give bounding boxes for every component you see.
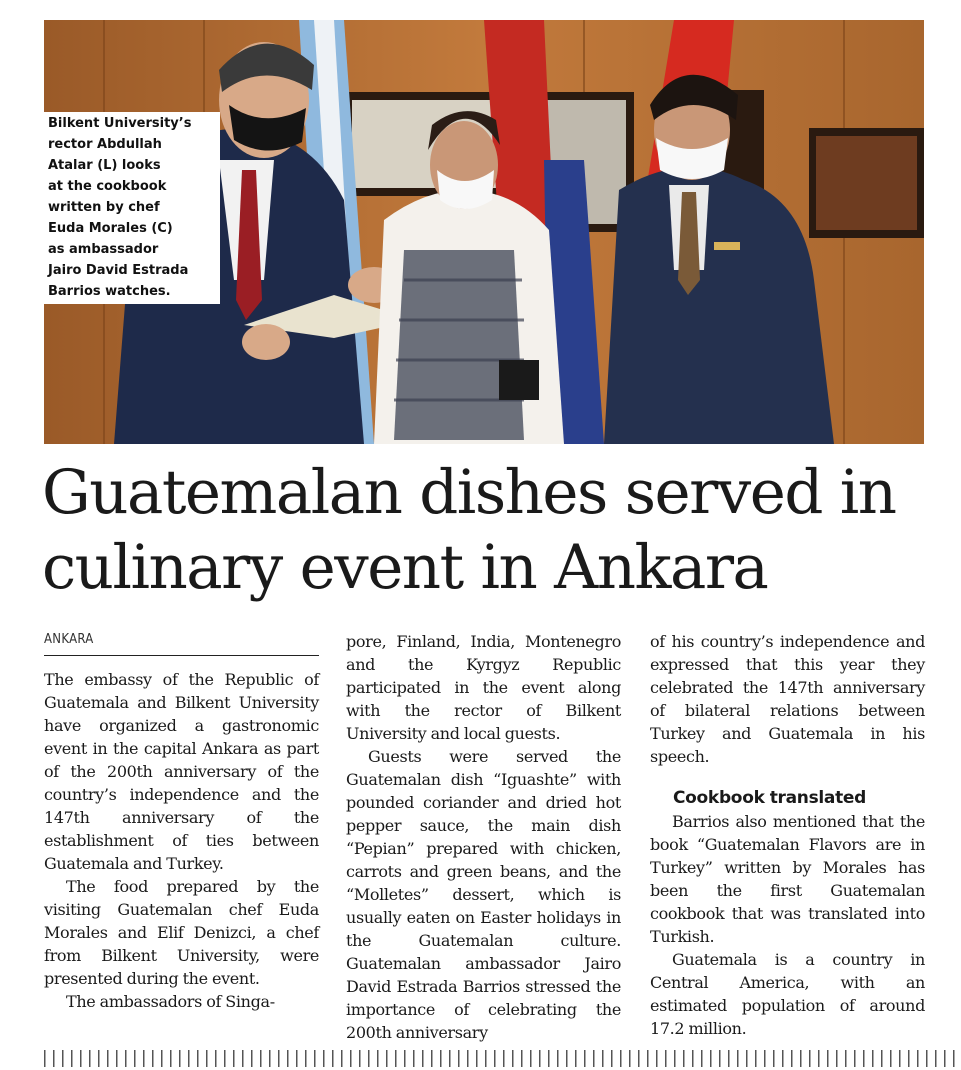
caption-line: at the cookbook — [48, 179, 167, 194]
headline — [42, 455, 942, 605]
paragraph-3-continued: pore, Finland, India, Montenegro and the Kyrgyz Republic participated in the event along with the rector of Bilkent University and local guests. — [346, 632, 621, 743]
paragraph-3-start: The ambassadors of Singa- — [66, 992, 275, 1011]
subheading: Cookbook translated — [673, 788, 867, 808]
paragraph-2: The food prepared by the visiting Guatemalan chef Euda Morales and Elif Denizci, a chef from Bilkent University, were presented during the event. — [44, 877, 319, 988]
caption-line: Atalar (L) looks — [48, 158, 161, 173]
page-bottom-rule — [44, 1050, 960, 1067]
caption-line: Bilkent University’s — [48, 116, 192, 131]
paragraph-6: Guatemala is a country in Central America, with an estimated population of around 17.2 million. — [650, 950, 925, 1038]
caption-line: as ambassador — [48, 242, 159, 257]
article-column-1 — [44, 630, 319, 1013]
paragraph-4: Guests were served the Guatemalan dish “Iguashte” with pounded coriander and dried hot pepper sauce, the main dish “Pepian” prepared with chicken, carrots and green beans, and the “Molletes” dessert, which is usually eaten on Easter holidays in the Guatemalan culture. Guatemalan ambassador Jairo David Estrada Barrios stressed the importance of celebrating the 200th anniversary — [346, 747, 621, 1042]
caption-line: Euda Morales (C) — [48, 221, 173, 236]
photo-caption — [44, 112, 220, 304]
caption-line: written by chef — [48, 200, 160, 215]
paragraph-5: Barrios also mentioned that the book “Guatemalan Flavors are in Turkey” written by Morales has been the first Guatemalan cookbook that was translated into Turkish. — [650, 812, 925, 946]
article-column-3 — [650, 630, 925, 1040]
caption-line: rector Abdullah — [48, 137, 162, 152]
dateline: ANKARA — [44, 630, 319, 656]
headline-line-2: culinary event in Ankara — [42, 532, 768, 603]
paragraph-1: The embassy of the Republic of Guatemala and Bilkent University have organized a gastronomic event in the capital Ankara as part of the 200th anniversary of the country’s independence and the 147th anniversary of the establishment of ties between Guatemala and Turkey. — [44, 670, 319, 873]
headline-line-1: Guatemalan dishes served in — [42, 457, 896, 528]
article-column-2 — [346, 630, 621, 1044]
paragraph-4-continued: of his country’s independence and expressed that this year they celebrated the 147th anniversary of bilateral relations between Turkey and Guatemala in his speech. — [650, 632, 925, 766]
caption-line: Jairo David Estrada — [48, 263, 189, 278]
caption-line: Barrios watches. — [48, 284, 171, 299]
